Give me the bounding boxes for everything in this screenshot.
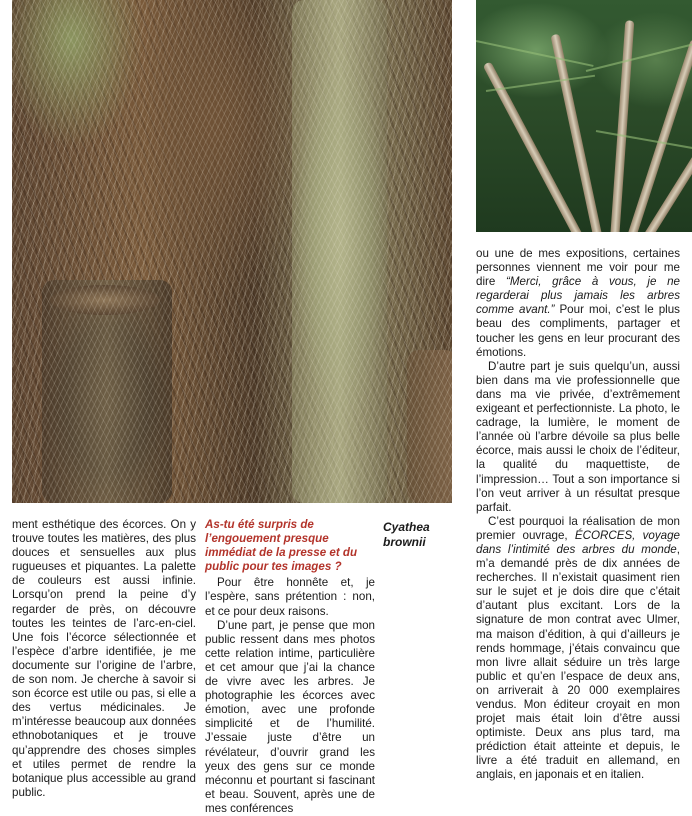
- fern-frond: [596, 130, 692, 149]
- caption-species: brownii: [383, 535, 426, 549]
- text-column-3: [476, 247, 680, 783]
- text-column-1: [12, 518, 196, 800]
- paragraph: D’autre part je suis quelqu’un, aussi bien dans ma vie professionnelle que dans ma vie privée, d’extrêmement exigeant et perfectionniste. La photo, le cadrage, la lumière, le moment de l’année où l’arbre dévoile sa plus belle écorce, mais aussi le choix de l’éditeur, la qualité du maquettiste, de l’impression… Tout a son importance si l’on veut arriver à un résultat presque parfait.: [476, 359, 680, 514]
- fern-stem: [642, 76, 692, 232]
- paragraph: Pour être honnête et, je l’espère, sans prétention : non, et ce pour deux raisons.: [205, 576, 375, 618]
- fern-stem: [610, 20, 634, 232]
- text-run: C’est pourquoi la réalisation de mon premier ouvrage,: [476, 514, 680, 542]
- reader-quote: “Merci, grâce à vous, je ne regarderai plus jamais les arbres comme avant.”: [476, 275, 680, 317]
- fern-frond: [476, 40, 594, 67]
- paragraph: [476, 247, 680, 360]
- tree-fern-bark-photo: [12, 0, 452, 503]
- photo-caption: [383, 520, 448, 550]
- caption-genus: Cyathea: [383, 520, 430, 534]
- text-run: , m’a demandé près de dix années de recherches. Il n’existait quasiment rien sur le sujet et je dois dire que c’était d’autant plus excitant. Lors de la signature de mon contrat avec Ulmer, ma maison d’édition, à qui d’ailleurs je rends hommage, j’étais convaincu que mon livre allait séduire un très large public et qu’en l’espace de deux ans, on arriverait à 20 000 exemplaires vendus. Mon éditeur croyait en mon projet mais était loin d’être aussi optimiste. Deux ans plus tard, ma prédiction était atteinte et depuis, le livre a été traduit en allemand, en anglais, en japonais et en italien.: [476, 542, 680, 782]
- paragraph: D’une part, je pense que mon public ressent dans mes photos cette relation intime, particulière et cet amour que j’ai la chance de vivre avec les arbres. Je photographie les écorces avec émotion, avec une profonde simplicité et de l’humilité. J’essaie juste d’être un révélateur, d’ouvrir grand les yeux des gens sur ce monde méconnu et pourtant si fascinant et beau. Souvent, après une de mes conférences: [205, 618, 375, 815]
- paragraph: ment esthétique des écorces. On y trouve toutes les matières, des plus douces et sensuelles aux plus rugueuses et piquantes. La palette de couleurs est aussi infinie. Lorsqu’on prend la peine d’y regarder de près, on découvre toutes les teintes de l’arc-en-ciel. Une fois l’écorce sélectionnée et l’espèce d’arbre identifiée, je me documente sur l’origine de l’arbre, de son nom. Je cherche à savoir si son écorce est utile ou pas, si elle a des vertus médicinales. Je m’intéresse beaucoup aux données ethnobotaniques et je trouve qu’apprendre des choses simples et utiles permet de rendre la botanique plus accessible au grand public.: [12, 518, 196, 799]
- text-column-2: [205, 518, 375, 816]
- fern-stem: [626, 39, 692, 232]
- fern-crown-photo: [476, 0, 692, 232]
- interview-question: As-tu été surpris de l’engouement presque immédiat de la presse et du public pour tes images ?: [205, 518, 358, 574]
- paragraph: [476, 515, 680, 783]
- book-title: ÉCORCES, voyage dans l’intimité des arbres du monde: [476, 528, 680, 556]
- text-run: Pour moi, c’est le plus beau des compliments, partager et toucher les gens en leur procurant des émotions.: [476, 303, 680, 359]
- text-run: ou une de mes expositions, certaines personnes viennent me voir pour me dire: [476, 247, 680, 289]
- bark-hair-texture: [12, 0, 452, 503]
- fern-frond: [586, 43, 692, 72]
